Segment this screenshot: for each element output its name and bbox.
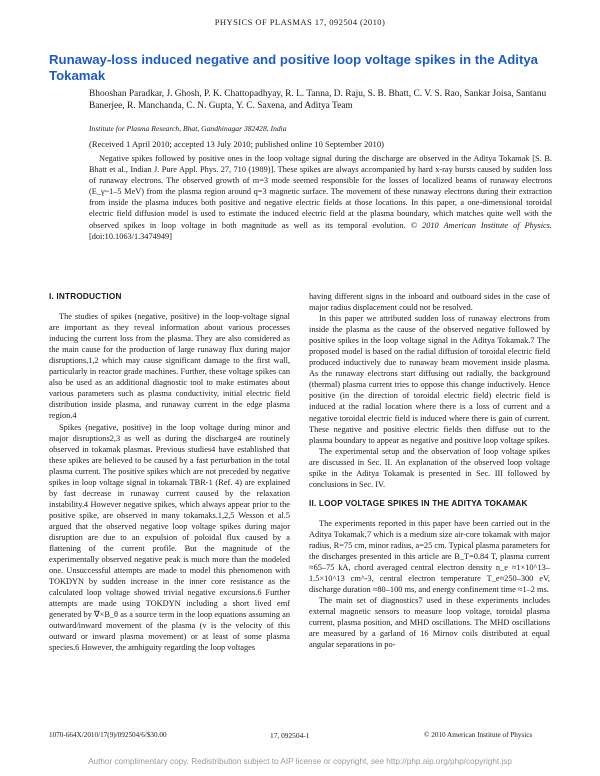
paper-title: Runaway-loss induced negative and positive loop voltage spikes in the Aditya Tokamak [49, 52, 539, 83]
received-dates: (Received 1 April 2010; accepted 13 July 2010; published online 10 September 2010) [89, 139, 384, 149]
paragraph: having different signs in the inboard and outboard sides in the case of major radius displacement could not be resolved. [309, 292, 550, 313]
abstract [89, 153, 552, 242]
affiliation: Institute for Plasma Research, Bhat, Gandhinagar 382428, India [89, 124, 287, 133]
doi-link[interactable]: [doi:10.1063/1.3474949] [89, 231, 172, 241]
paragraph: Spikes (negative, positive) in the loop voltage during minor and major disruptions2,3 as well as during the discharge4 are routinely observed in tokamak plasmas. Previous studies4 have established that these spikes are believed to be caused by a fast perturbation in the total plasma current. The positive spikes which are not preceded by negative spikes in loop voltage signal in tokamak TBR-1 (Ref. 4) are explained by fast decrease in runaway current caused by the relaxation instability.4 However negative spikes, which always appear prior to the positive spike, are observed in many tokamaks.1,2,5 Wesson et al.5 argued that the observed negative loop voltage spikes during major disruption are due to an expulsion of poloidal flux caused by a flattening of the current profile. But the magnitude of the experimentally observed negative peak is much more than the modeled one. Unsuccessful attempts are made to model this phenomenon with TOKDYN by sudden increase in the inner core resistance as the calculated loop voltage showed trivial negative excursions.6 Further attempts are made using TOKDYN including a short lived emf generated by ∇×B_θ as a source term in the loop equations assuming an outward/inward movement of the plasma (v is the velocity of this outward or inward plasma movement) or at least of some plasma species.6 However, the ambiguity regarding the loop voltages [49, 422, 290, 653]
section-heading-loop-voltage: II. LOOP VOLTAGE SPIKES IN THE ADITYA TOKAMAK [309, 498, 528, 508]
right-column [309, 291, 550, 650]
footer-code: 1070-664X/2010/17(9)/092504/6/$30.00 [49, 731, 167, 739]
paragraph: The studies of spikes (negative, positive) in the loop-voltage signal are important as they reveal information about various processes inducing the current loss from the plasma. They are also considered as the main cause for the production of large runaway flux during major disruptions,1,2 which may cause significant damage to the first wall, particularly in reactor grade machines. Further, these voltage spikes can also be used as an additional diagnostic tool to make estimates about various parameters such as plasma conductivity, initial electric field distribution inside plasma, and runaway current in the edge plasma region.4 [49, 312, 290, 421]
paragraph: The experimental setup and the observation of loop voltage spikes are discussed in Sec. II. An explanation of the observed loop voltage spike in the Aditya Tokamak is presented in Sec. III followed by conclusions in Sec. IV. [309, 446, 550, 489]
section-heading-introduction: I. INTRODUCTION [49, 292, 122, 301]
footer-page: 17, 092504-1 [270, 731, 310, 740]
footer-copyright: © 2010 American Institute of Physics [424, 731, 533, 739]
paragraph: The experiments reported in this paper have been carried out in the Aditya Tokamak,7 which is a medium size air-core tokamak with major radius, R=75 cm, minor radius, a=25 cm. Typical plasma parameters for the discharges presented in this article are B_T=0.84 T, plasma current ≈65–75 kA, chord averaged central electron density n_e ≈1×10^13–1.5×10^13 cm^-3, central electron temperature T_e≈250–300 eV, discharge duration ≈80–100 ms, and energy confinement time ≈1–2 ms. [309, 518, 550, 595]
paragraph: The main set of diagnostics7 used in these experiments includes external magnetic sensors to measure loop voltage, toroidal plasma current, plasma position, and MHD oscillations. The MHD oscillations are measured by a garland of 16 Mirnov coils distributed at equal angular separations in po- [309, 596, 550, 650]
abstract-text: Negative spikes followed by positive ones in the loop voltage signal during the discharge are observed in the Aditya Tokamak [S. B. Bhatt et al., Indian J. Pure Appl. Phys. 27, 710 (1989)]. These spikes are always accompanied by hard x-ray bursts caused by sudden loss of runaway electrons. The observed growth of m=3 mode seemed responsible for the losses of localized beams of runaway electrons (E_γ~1–5 MeV) from the plasma region around q=3 magnetic surface. The movement of these runaway electrons during their extraction from inside the plasma induces both positive and negative electric fields at those locations. In this paper, a one-dimensional toroidal electric field diffusion model is used to estimate the induced electric field at the plasma boundary, which matches quite well with the observed spikes in loop voltage in both magnitude as well as its temporal evolution. [89, 154, 552, 230]
running-head: PHYSICS OF PLASMAS 17, 092504 (2010) [214, 17, 386, 27]
author-list: Bhooshan Paradkar, J. Ghosh, P. K. Chattopadhyay, R. L. Tanna, D. Raju, S. B. Bhatt, C. V. S. Rao, Sankar Joisa, Santanu Banerjee, R. Manchanda, C. N. Gupta, Y. C. Saxena, and Aditya Team [89, 89, 547, 111]
left-column [49, 289, 290, 654]
paragraph: In this paper we attributed sudden loss of runaway electrons from inside the plasma as the cause of the observed negative followed by positive spikes in the loop voltage signal in the Aditya Tokamak.7 The proposed model is based on the radial diffusion of toroidal electric field produced inductively due to runaway beam movement inside plasma. As the runaway electrons start diffusing out radially, the background (thermal) plasma current tries to oppose this change inductively. Hence positive (in the direction of toroidal electric field) electric field is induced at the radial location where there is a loss of current and a negative toroidal electric field is induced where there is gain of current. These negative and positive electric fields then diffuse out to the plasma boundary to appear as negative and positive loop voltage spikes. [309, 314, 550, 445]
author-copy-note: Author complimentary copy. Redistribution subject to AIP license or copyright, see http://php.aip.org/php/copyright.jsp [88, 757, 512, 766]
abstract-copyright: © 2010 American Institute of Physics. [410, 220, 552, 230]
